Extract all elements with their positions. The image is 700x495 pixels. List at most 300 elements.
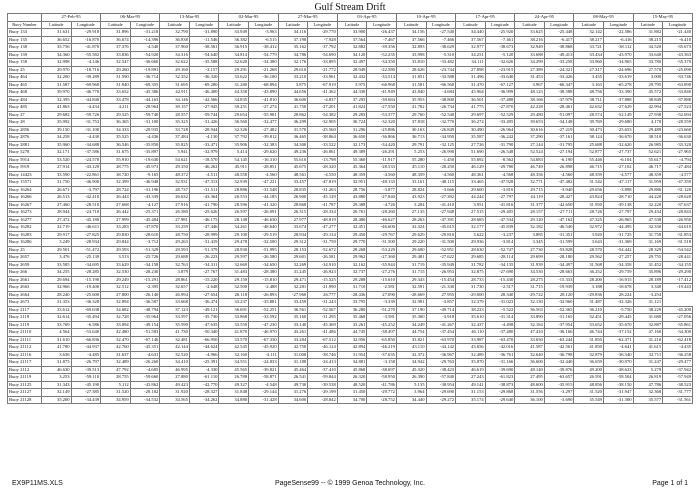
longitude-cell: -32.979 bbox=[189, 149, 219, 157]
longitude-cell: -46.611 bbox=[71, 224, 101, 232]
latitude-cell: 4.564 bbox=[42, 329, 72, 337]
latitude-cell: 32.657 bbox=[160, 284, 190, 292]
longitude-cell: -46.630 bbox=[249, 216, 279, 224]
latitude-cell: 43.261 bbox=[278, 329, 308, 337]
latitude-cell: 42.144 bbox=[160, 344, 190, 352]
longitude-cell: -27.767 bbox=[189, 269, 219, 277]
longitude-cell: -39.684 bbox=[367, 96, 397, 104]
longitude-cell: -59.726 bbox=[71, 111, 101, 119]
longitude-cell: -24.570 bbox=[71, 156, 101, 164]
latitude-cell: 34.881 bbox=[337, 359, 367, 367]
table-row bbox=[8, 246, 693, 254]
table-row bbox=[8, 89, 693, 97]
longitude-cell: -4.430 bbox=[71, 134, 101, 142]
longitude-cell: -24.413 bbox=[308, 359, 338, 367]
latitude-cell: 35.577 bbox=[633, 396, 663, 404]
longitude-cell: -15.190 bbox=[71, 276, 101, 284]
latitude-cell: 34.520 bbox=[633, 44, 663, 52]
longitude-cell: -48.115 bbox=[426, 179, 456, 187]
longitude-header: Longitude bbox=[603, 21, 633, 29]
latitude-cell: -28.669 bbox=[396, 291, 426, 299]
longitude-cell: -33.471 bbox=[189, 141, 219, 149]
latitude-cell: 44.745 bbox=[337, 329, 367, 337]
latitude-cell: 39.251 bbox=[219, 104, 249, 112]
latitude-cell: 29.120 bbox=[515, 216, 545, 224]
longitude-cell: -37.888 bbox=[603, 96, 633, 104]
latitude-cell: 38.166 bbox=[515, 96, 545, 104]
latitude-cell: 29.597 bbox=[219, 254, 249, 262]
longitude-cell: -37.152 bbox=[603, 329, 633, 337]
latitude-cell: 26.597 bbox=[219, 209, 249, 217]
latitude-cell: 29.936 bbox=[456, 239, 486, 247]
longitude-cell: -43.363 bbox=[663, 51, 693, 59]
longitude-cell: -6.410 bbox=[663, 36, 693, 44]
longitude-cell: -44.840 bbox=[71, 96, 101, 104]
longitude-cell: -5.120 bbox=[485, 51, 515, 59]
latitude-cell: 36.280 bbox=[337, 306, 367, 314]
longitude-cell: -4.684 bbox=[426, 89, 456, 97]
date-header: 27-Mar-95 bbox=[278, 14, 337, 22]
longitude-cell: -23.915 bbox=[485, 66, 515, 74]
longitude-cell: -31.196 bbox=[130, 186, 160, 194]
table-row bbox=[8, 374, 693, 382]
latitude-cell: 34.258 bbox=[42, 134, 72, 142]
longitude-cell: -38.868 bbox=[544, 44, 574, 52]
longitude-cell: -31.314 bbox=[485, 314, 515, 322]
latitude-cell: 29.830 bbox=[101, 231, 131, 239]
longitude-cell: -26.965 bbox=[603, 216, 633, 224]
latitude-cell: 29.562 bbox=[574, 254, 604, 262]
longitude-cell: -3.339 bbox=[367, 299, 397, 307]
longitude-cell: -47.277 bbox=[308, 224, 338, 232]
latitude-cell: 46.129 bbox=[456, 164, 486, 172]
latitude-cell: 34.600 bbox=[278, 396, 308, 404]
longitude-cell: -48.819 bbox=[308, 216, 338, 224]
longitude-cell: -27.550 bbox=[367, 104, 397, 112]
latitude-cell: 32.489 bbox=[456, 351, 486, 359]
longitude-cell: -31.500 bbox=[367, 239, 397, 247]
longitude-cell: -38.629 bbox=[426, 44, 456, 52]
longitude-cell: -15.333 bbox=[544, 276, 574, 284]
latitude-cell: 29.343 bbox=[396, 276, 426, 284]
longitude-cell: -28.843 bbox=[663, 209, 693, 217]
buoy-label: Buoy 28 bbox=[8, 119, 42, 127]
latitude-cell: 31.710 bbox=[337, 284, 367, 292]
latitude-cell: 33.668 bbox=[160, 299, 190, 307]
latitude-cell: 31.377 bbox=[515, 201, 545, 209]
longitude-cell: -4.560 bbox=[544, 171, 574, 179]
table-row bbox=[8, 224, 693, 232]
latitude-cell: 31.590 bbox=[101, 74, 131, 82]
longitude-cell: -24.710 bbox=[71, 209, 101, 217]
longitude-cell: -21.990 bbox=[308, 284, 338, 292]
latitude-cell: 52.621 bbox=[633, 149, 663, 157]
table-row bbox=[8, 209, 693, 217]
longitude-cell: -31.511 bbox=[189, 186, 219, 194]
latitude-cell: 31.296 bbox=[337, 126, 367, 134]
latitude-cell: 31.719 bbox=[396, 261, 426, 269]
longitude-cell: -53.828 bbox=[544, 246, 574, 254]
longitude-cell: -27.948 bbox=[426, 209, 456, 217]
latitude-cell: 29.434 bbox=[633, 209, 663, 217]
latitude-cell: 31.882 bbox=[633, 29, 663, 37]
longitude-cell: -46.970 bbox=[249, 329, 279, 337]
latitude-cell: 32.591 bbox=[396, 284, 426, 292]
latitude-cell: 33.283 bbox=[101, 224, 131, 232]
latitude-cell: 45.320 bbox=[396, 366, 426, 374]
latitude-cell: 32.173 bbox=[337, 141, 367, 149]
sheet-title: Gulf Stream Drift bbox=[314, 2, 386, 13]
longitude-cell: -19.891 bbox=[130, 66, 160, 74]
buoy-label: Buoy 2664 bbox=[8, 291, 42, 299]
longitude-cell: 28.340 bbox=[485, 291, 515, 299]
table-row bbox=[8, 156, 693, 164]
longitude-cell: -68.894 bbox=[249, 81, 279, 89]
latitude-cell: 26.580 bbox=[160, 209, 190, 217]
longitude-cell: -22.861 bbox=[71, 171, 101, 179]
longitude-cell: -6.190 bbox=[544, 156, 574, 164]
longitude-cell: -35.861 bbox=[663, 321, 693, 329]
longitude-cell: -51.270 bbox=[367, 306, 397, 314]
latitude-header: Latitude bbox=[574, 21, 604, 29]
longitude-cell: -33.495 bbox=[485, 119, 515, 127]
latitude-cell: 43.923 bbox=[396, 194, 426, 202]
longitude-cell: -2.517 bbox=[485, 284, 515, 292]
table-row bbox=[8, 254, 693, 262]
longitude-cell: -37.942 bbox=[663, 366, 693, 374]
longitude-cell: -28.559 bbox=[663, 119, 693, 127]
latitude-cell: 26.985 bbox=[633, 141, 663, 149]
longitude-header: Longitude bbox=[189, 21, 219, 29]
latitude-cell: 36.560 bbox=[219, 119, 249, 127]
latitude-cell: 29.629 bbox=[396, 231, 426, 239]
latitude-cell: 3.967 bbox=[515, 81, 545, 89]
table-row bbox=[8, 329, 693, 337]
latitude-cell: 39.769 bbox=[574, 119, 604, 127]
longitude-cell: -34.380 bbox=[249, 59, 279, 67]
latitude-cell: 46.619 bbox=[456, 366, 486, 374]
latitude-cell: 48.356 bbox=[515, 171, 545, 179]
longitude-cell: -29.780 bbox=[485, 164, 515, 172]
latitude-cell: 28.557 bbox=[160, 111, 190, 119]
latitude-cell: 38.711 bbox=[574, 96, 604, 104]
latitude-cell: 29.795 bbox=[633, 81, 663, 89]
latitude-cell: 31.343 bbox=[42, 381, 72, 389]
latitude-cell: 31.121 bbox=[633, 299, 663, 307]
latitude-cell: 33.590 bbox=[42, 171, 72, 179]
latitude-cell: 27.726 bbox=[456, 141, 486, 149]
latitude-cell: 32.399 bbox=[101, 179, 131, 187]
latitude-cell: 35.160 bbox=[278, 314, 308, 322]
buoy-label: Buoy 2673 bbox=[8, 299, 42, 307]
latitude-cell: 34.835 bbox=[219, 96, 249, 104]
buoy-label: Buoy 16264 bbox=[8, 186, 42, 194]
longitude-cell: -31.890 bbox=[189, 29, 219, 37]
longitude-cell: -67.512 bbox=[308, 336, 338, 344]
longitude-cell: -45.190 bbox=[71, 381, 101, 389]
latitude-cell: 26.819 bbox=[633, 374, 663, 382]
latitude-cell: 27.977 bbox=[278, 216, 308, 224]
longitude-cell: -47.928 bbox=[485, 179, 515, 187]
longitude-cell: -54.382 bbox=[308, 111, 338, 119]
latitude-cell: 28.755 bbox=[101, 374, 131, 382]
buoy-label: Buoy 2117 bbox=[8, 306, 42, 314]
latitude-cell: 31.520 bbox=[574, 389, 604, 397]
latitude-cell: 32.520 bbox=[160, 351, 190, 359]
latitude-cell: 41.782 bbox=[396, 104, 426, 112]
latitude-cell: 32.324 bbox=[396, 224, 426, 232]
buoy-label: Buoy 21111 bbox=[8, 336, 42, 344]
longitude-cell: -27.482 bbox=[249, 126, 279, 134]
latitude-cell: 29.760 bbox=[396, 111, 426, 119]
longitude-cell: -23.660 bbox=[663, 126, 693, 134]
longitude-cell: -59.110 bbox=[71, 374, 101, 382]
table-row bbox=[8, 51, 693, 59]
footer-page-number: Page 1 of 1 bbox=[652, 480, 688, 487]
longitude-cell: -25.090 bbox=[663, 66, 693, 74]
table-row bbox=[8, 276, 693, 284]
latitude-cell: 31.637 bbox=[101, 351, 131, 359]
table-row bbox=[8, 74, 693, 82]
latitude-cell: 29.150 bbox=[219, 276, 249, 284]
longitude-cell: -44.163 bbox=[130, 96, 160, 104]
latitude-cell: 33.900 bbox=[337, 29, 367, 37]
latitude-cell: 38.223 bbox=[456, 306, 486, 314]
latitude-header: Latitude bbox=[219, 21, 249, 29]
latitude-cell: 36.501 bbox=[456, 96, 486, 104]
latitude-cell: 36.210 bbox=[574, 306, 604, 314]
latitude-cell: 35.525 bbox=[101, 134, 131, 142]
longitude-cell: -31.500 bbox=[426, 239, 456, 247]
buoy-label: Buoy 21116 bbox=[8, 351, 42, 359]
buoy-label: Buoy 2661 bbox=[8, 276, 42, 284]
longitude-cell: -46.948 bbox=[130, 179, 160, 187]
longitude-cell: -46.770 bbox=[71, 89, 101, 97]
longitude-cell: -26.861 bbox=[308, 149, 338, 157]
buoy-label: Buoy 2112 bbox=[8, 366, 42, 374]
latitude-cell: 37.564 bbox=[337, 36, 367, 44]
table-row bbox=[8, 66, 693, 74]
longitude-cell: -62.418 bbox=[663, 336, 693, 344]
longitude-cell: -31.548 bbox=[249, 186, 279, 194]
latitude-cell: 41.750 bbox=[278, 104, 308, 112]
longitude-cell: -15.430 bbox=[485, 276, 515, 284]
latitude-cell: 29.844 bbox=[101, 239, 131, 247]
latitude-cell: 31.610 bbox=[42, 336, 72, 344]
longitude-cell: -28.934 bbox=[71, 239, 101, 247]
latitude-cell: 32.130 bbox=[515, 299, 545, 307]
latitude-cell: 35.162 bbox=[278, 44, 308, 52]
longitude-cell: -31.753 bbox=[71, 119, 101, 127]
table-row bbox=[8, 44, 693, 52]
longitude-cell: -33.320 bbox=[663, 141, 693, 149]
longitude-cell: -26.291 bbox=[367, 149, 397, 157]
latitude-cell: 31.954 bbox=[337, 351, 367, 359]
longitude-cell: -28.510 bbox=[71, 201, 101, 209]
longitude-cell: -44.495 bbox=[603, 224, 633, 232]
longitude-cell: -26.734 bbox=[426, 104, 456, 112]
latitude-cell: 27.880 bbox=[160, 374, 190, 382]
longitude-cell: -38.412 bbox=[249, 44, 279, 52]
longitude-cell: -27.965 bbox=[663, 149, 693, 157]
longitude-cell: -28.182 bbox=[130, 389, 160, 397]
longitude-cell: -50.340 bbox=[189, 329, 219, 337]
longitude-cell: -25.371 bbox=[130, 209, 160, 217]
latitude-cell: 44.358 bbox=[219, 89, 249, 97]
latitude-cell: 31.715 bbox=[515, 284, 545, 292]
longitude-cell: -28.999 bbox=[189, 231, 219, 239]
longitude-cell: -28.851 bbox=[249, 164, 279, 172]
longitude-cell: -15.291 bbox=[130, 276, 160, 284]
longitude-cell: -54.640 bbox=[189, 51, 219, 59]
latitude-cell: 29.263 bbox=[160, 239, 190, 247]
latitude-cell: 36.365 bbox=[101, 119, 131, 127]
longitude-cell: -26.953 bbox=[426, 269, 456, 277]
longitude-cell: -16.915 bbox=[603, 276, 633, 284]
longitude-cell: -31.300 bbox=[603, 396, 633, 404]
longitude-cell: 27.955 bbox=[426, 291, 456, 299]
latitude-cell: 3.188 bbox=[574, 284, 604, 292]
longitude-header: Longitude bbox=[71, 21, 101, 29]
longitude-cell: -65.850 bbox=[367, 336, 397, 344]
latitude-cell: 32.368 bbox=[633, 389, 663, 397]
latitude-cell: 36.652 bbox=[42, 36, 72, 44]
longitude-cell: -22.580 bbox=[367, 66, 397, 74]
longitude-cell: -61.823 bbox=[485, 374, 515, 382]
latitude-cell: 41.730 bbox=[160, 329, 190, 337]
longitude-cell: -32.626 bbox=[485, 59, 515, 67]
longitude-cell: -29.290 bbox=[663, 269, 693, 277]
latitude-cell: 48.359 bbox=[574, 171, 604, 179]
latitude-cell: 29.715 bbox=[515, 186, 545, 194]
latitude-cell: 34.316 bbox=[160, 51, 190, 59]
longitude-cell: -48.133 bbox=[367, 179, 397, 187]
latitude-cell: 3.951 bbox=[456, 201, 486, 209]
buoy-label: Buoy 2118 bbox=[8, 314, 42, 322]
latitude-cell: 35.200 bbox=[42, 396, 72, 404]
longitude-cell: -29.640 bbox=[485, 396, 515, 404]
latitude-cell: 34.880 bbox=[219, 396, 249, 404]
latitude-cell: 31.470 bbox=[456, 81, 486, 89]
latitude-cell: 36.650 bbox=[337, 134, 367, 142]
longitude-cell: -34.439 bbox=[71, 396, 101, 404]
longitude-cell: -33.588 bbox=[426, 74, 456, 82]
buoy-label: Buoy 16277 bbox=[8, 216, 42, 224]
table-row bbox=[8, 314, 693, 322]
longitude-cell: -33.840 bbox=[663, 89, 693, 97]
latitude-cell: 28.861 bbox=[160, 276, 190, 284]
latitude-cell: 45.464 bbox=[278, 366, 308, 374]
latitude-cell: 35.756 bbox=[42, 44, 72, 52]
latitude-cell: 33.210 bbox=[278, 74, 308, 82]
longitude-cell: -19.400 bbox=[71, 284, 101, 292]
longitude-cell: -25.391 bbox=[189, 359, 219, 367]
longitude-cell: -47.313 bbox=[189, 179, 219, 187]
latitude-cell: 37.960 bbox=[160, 44, 190, 52]
latitude-cell: 34.333 bbox=[101, 126, 131, 134]
latitude-cell: 32.530 bbox=[101, 269, 131, 277]
buoy-label: Buoy 468 bbox=[8, 89, 42, 97]
longitude-cell: -32.500 bbox=[249, 239, 279, 247]
latitude-cell: 33.457 bbox=[278, 179, 308, 187]
latitude-cell: 29.480 bbox=[515, 111, 545, 119]
longitude-cell: -32.620 bbox=[603, 141, 633, 149]
longitude-cell: -47.482 bbox=[544, 179, 574, 187]
table-row bbox=[8, 216, 693, 224]
longitude-cell: -33.482 bbox=[426, 59, 456, 67]
latitude-cell: 3.455 bbox=[574, 74, 604, 82]
latitude-cell: 32.719 bbox=[42, 224, 72, 232]
longitude-cell: -3.918 bbox=[426, 314, 456, 322]
latitude-cell: 55.280 bbox=[396, 156, 426, 164]
longitude-cell: -5.522 bbox=[485, 306, 515, 314]
table-row bbox=[8, 164, 693, 172]
longitude-cell: -35.897 bbox=[130, 149, 160, 157]
longitude-cell: -4.498 bbox=[485, 321, 515, 329]
longitude-cell: -46.540 bbox=[544, 224, 574, 232]
longitude-cell: -31.166 bbox=[485, 359, 515, 367]
latitude-cell: 38.216 bbox=[515, 36, 545, 44]
longitude-cell: -3.712 bbox=[130, 239, 160, 247]
longitude-cell: -15.610 bbox=[367, 276, 397, 284]
longitude-cell: -9.165 bbox=[130, 171, 160, 179]
buoy-label: Buoy 16282 bbox=[8, 224, 42, 232]
latitude-cell: 28.862 bbox=[278, 111, 308, 119]
latitude-cell: 34.440 bbox=[456, 29, 486, 37]
longitude-cell: -34.262 bbox=[189, 396, 219, 404]
longitude-cell: -25.653 bbox=[603, 126, 633, 134]
latitude-cell: 36.838 bbox=[160, 36, 190, 44]
longitude-cell: -38.873 bbox=[485, 381, 515, 389]
latitude-cell: 32.640 bbox=[515, 351, 545, 359]
latitude-cell: 28.733 bbox=[456, 276, 486, 284]
longitude-cell: -4.127 bbox=[130, 201, 160, 209]
longitude-cell: -38.112 bbox=[603, 44, 633, 52]
longitude-cell: -39.538 bbox=[308, 381, 338, 389]
longitude-cell: -4.130 bbox=[189, 134, 219, 142]
longitude-cell: -67.146 bbox=[130, 336, 160, 344]
longitude-cell: -31.599 bbox=[544, 239, 574, 247]
latitude-header: Latitude bbox=[337, 21, 367, 29]
longitude-cell: -32.477 bbox=[249, 119, 279, 127]
latitude-cell: 33.259 bbox=[160, 224, 190, 232]
latitude-cell: 38.124 bbox=[574, 134, 604, 142]
latitude-cell: 39.157 bbox=[160, 104, 190, 112]
longitude-cell: -15.454 bbox=[426, 276, 456, 284]
latitude-cell: 28.630 bbox=[456, 246, 486, 254]
latitude-cell: 36.561 bbox=[278, 306, 308, 314]
latitude-cell: 36.600 bbox=[515, 359, 545, 367]
longitude-cell: -36.474 bbox=[189, 299, 219, 307]
longitude-cell: -47.635 bbox=[189, 321, 219, 329]
longitude-cell: -32.770 bbox=[426, 119, 456, 127]
longitude-cell: -35.949 bbox=[426, 261, 456, 269]
longitude-cell: -31.759 bbox=[308, 239, 338, 247]
latitude-cell: 36.546 bbox=[101, 141, 131, 149]
latitude-cell: 31.568 bbox=[574, 261, 604, 269]
latitude-cell: 32.269 bbox=[278, 261, 308, 269]
longitude-cell: -28.441 bbox=[663, 254, 693, 262]
longitude-cell: -36.761 bbox=[485, 351, 515, 359]
longitude-cell: -27.622 bbox=[426, 254, 456, 262]
longitude-cell: -33.390 bbox=[603, 89, 633, 97]
longitude-cell: -37.954 bbox=[544, 321, 574, 329]
longitude-header: Longitude bbox=[249, 21, 279, 29]
latitude-cell: 29.100 bbox=[219, 231, 249, 239]
latitude-cell: 49.236 bbox=[278, 149, 308, 157]
latitude-cell: 54.683 bbox=[515, 156, 545, 164]
latitude-cell: 26.315 bbox=[278, 209, 308, 217]
